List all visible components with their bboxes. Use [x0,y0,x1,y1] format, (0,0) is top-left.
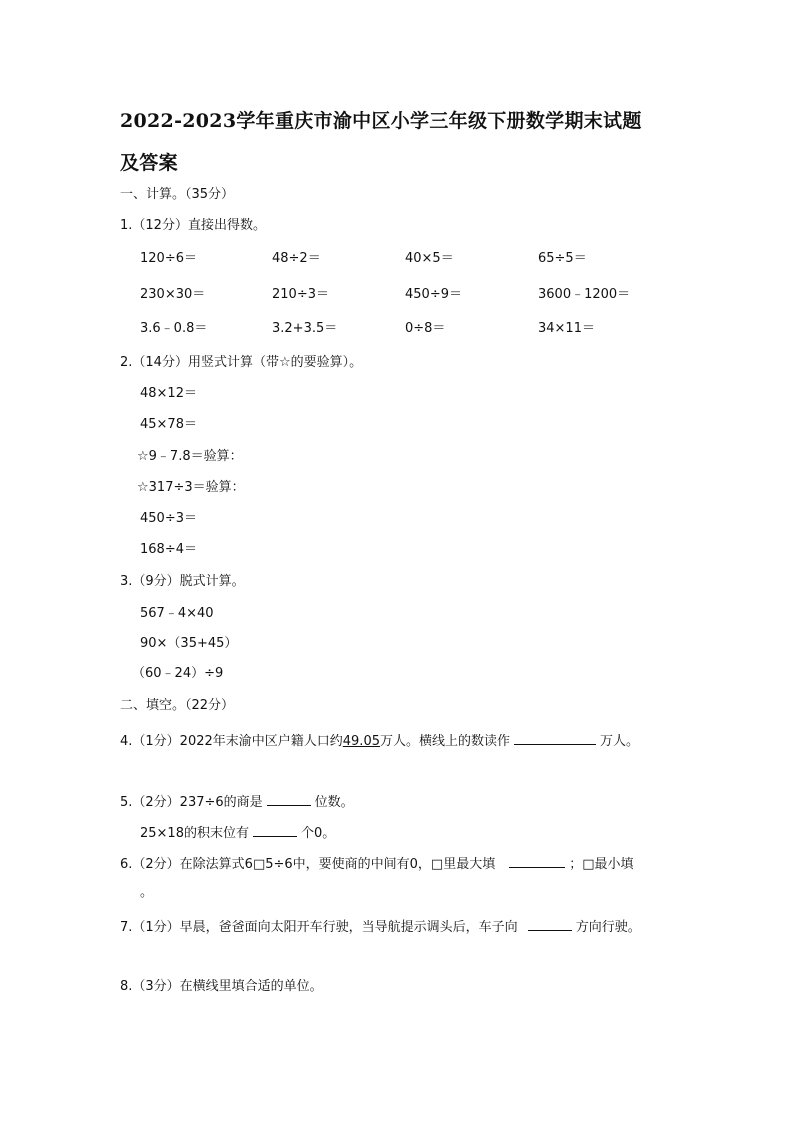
q5-answer-blank-2[interactable] [253,822,297,837]
q6-middle: ；□最小填 [569,857,634,872]
q4-middle: 万人。横线上的数读作 [379,734,510,749]
section-2-heading: 二、填空。（22分） [120,698,235,713]
q5-line2-suffix: 个0。 [300,826,336,841]
q7-answer-blank[interactable] [528,916,572,931]
q3-stem: 3.（9分）脱式计算。 [120,574,245,589]
q2-item: ☆9﹣7.8＝验算： [137,449,243,464]
q6-prefix: 6.（2分）在除法算式6□5÷6中，要使商的中间有0，□里最大填 [120,857,496,872]
q4-suffix: 万人。 [600,734,640,749]
q2-stem: 2.（14分）用竖式计算（带☆的要验算）。 [120,355,363,370]
section-1-heading: 一、计算。（35分） [120,187,235,202]
q3-item: 567﹣4×40 [140,606,214,621]
q4-line [120,730,639,751]
q7-prefix: 7.（1分）早晨，爸爸面向太阳开车行驶，当导航提示调头后，车子向 [120,920,518,935]
q1-stem: 1.（12分）直接出得数。 [120,218,266,233]
title-line-1: 2022-2023学年重庆市渝中区小学三年级下册数学期末试题 [120,110,642,132]
q2-item: 450÷3＝ [140,511,197,526]
q3-item: 90×（35+45） [140,636,238,651]
q2-item: 48×12＝ [140,386,197,401]
q1-item: 3.2+3.5＝ [272,321,338,336]
q7-line [120,916,641,937]
q1-item: 40×5＝ [405,251,454,266]
q3-item: （60﹣24）÷9 [132,666,224,681]
q1-item: 120÷6＝ [140,251,197,266]
q5-line1-prefix: 5.（2分）237÷6的商是 [120,795,263,810]
q2-item: 168÷4＝ [140,542,197,557]
title-line-2: 及答案 [120,152,178,174]
q6-tail: 。 [140,885,154,900]
q1-item: 230×30＝ [140,287,206,302]
q5-answer-blank-1[interactable] [267,791,311,806]
q5-line2-prefix: 25×18的积末位有 [140,826,249,841]
q1-item: 210÷3＝ [272,287,329,302]
q1-item: 0÷8＝ [405,321,446,336]
q5-line-2 [140,822,335,843]
q1-item: 450÷9＝ [405,287,462,302]
q4-prefix: 4.（1分）2022年末渝中区户籍人口约 [120,734,343,749]
q4-answer-blank[interactable] [514,730,596,745]
q8-stem: 8.（3分）在横线里填合适的单位。 [120,979,323,994]
q7-suffix: 方向行驶。 [575,920,641,935]
q6-answer-blank-1[interactable] [509,853,565,868]
q5-line-1 [120,791,354,812]
q5-line1-suffix: 位数。 [314,795,354,810]
q1-item: 65÷5＝ [538,251,587,266]
q2-item: 45×78＝ [140,417,197,432]
q4-underlined-number: 49.05 [342,734,380,749]
q1-item: 3600﹣1200＝ [538,287,631,302]
q1-item: 48÷2＝ [272,251,321,266]
q6-line [120,853,634,874]
q2-item: ☆317÷3＝验算： [137,480,245,495]
q1-item: 3.6﹣0.8＝ [140,321,208,336]
q1-item: 34×11＝ [538,321,595,336]
